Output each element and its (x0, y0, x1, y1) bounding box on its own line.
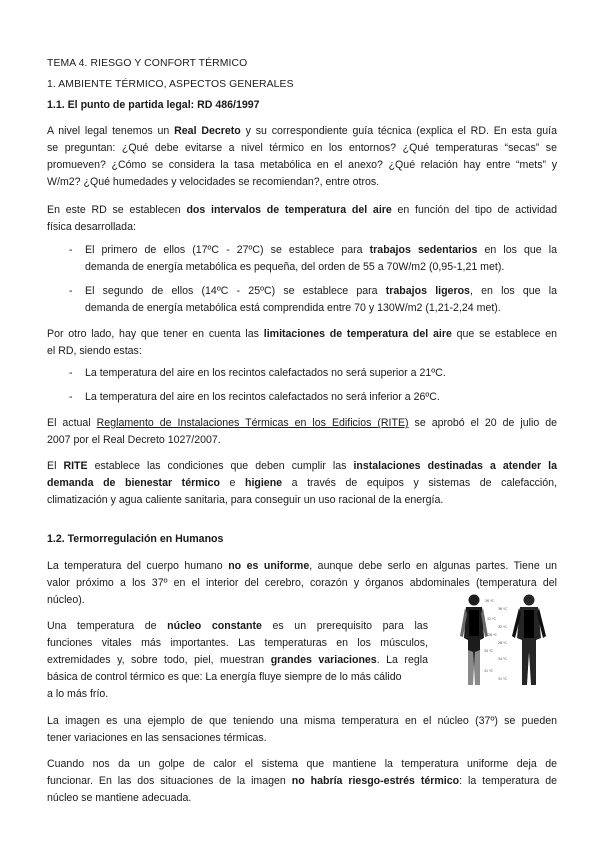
paragraph-line: se preguntan: ¿Qué debe evitarse a nivel térmico en los entornos? ¿Qué temperaturas “secas” se (47, 142, 557, 154)
paragraph-line: El RITE establece las condiciones que deben cumplir las instalaciones destinadas a atender la (47, 460, 558, 472)
bullet-line: La temperatura del aire en los recintos calefactados no será inferior a 26ºC. (85, 391, 440, 403)
paragraph-line: núcleo). (47, 594, 85, 606)
paragraph-line: núcleo se mantiene adecuada. (47, 792, 192, 804)
bullet-dash: - (69, 244, 73, 256)
paragraph-line: extremidades y, sobre todo, piel, muestran grandes variaciones. La regla (47, 654, 428, 666)
rite-link: Reglamento de Instalaciones Térmicas en los Edificios (RITE) (96, 417, 409, 429)
paragraph-line: W/m2? ¿Qué humedades y velocidades se recomiendan?, entre otros. (47, 176, 380, 188)
subsection-1-1-title: 1.1. El punto de partida legal: RD 486/1997 (47, 99, 260, 111)
paragraph-line: básica de control térmico es que: La energía fluye siempre de lo más cálido (47, 671, 402, 683)
body-temperature-figure (444, 590, 564, 690)
temp-label: 32 ºC (487, 617, 496, 621)
bullet-line: La temperatura del aire en los recintos calefactados no será superior a 21ºC. (85, 367, 446, 379)
temp-label: 28 ºC (488, 633, 497, 637)
paragraph-line: Una temperatura de núcleo constante es un prerequisito para las (47, 620, 428, 632)
temp-label: 31 ºC (498, 677, 507, 681)
paragraph-line: el RD, siendo estas: (47, 345, 142, 357)
paragraph-line: En este RD se establecen dos intervalos de temperatura del aire en función del tipo de actividad (47, 204, 557, 216)
temp-label: 34 ºC (484, 649, 493, 653)
paragraph-line: demanda de bienestar térmico e higiene a través de equipos y sistemas de calefacción, (47, 477, 558, 489)
temp-label: 34 ºC (498, 657, 507, 661)
bullet-dash: - (69, 285, 73, 297)
temp-label: 36 ºC (498, 607, 507, 611)
bullet-dash: - (69, 391, 73, 403)
subsection-1-2-title: 1.2. Termorregulación en Humanos (47, 533, 224, 545)
bullet-line: demanda de energía metabólica es pequeña, del orden de 55 a 70W/m2 (0,95-1,21 met). (85, 261, 505, 273)
paragraph-line: El actual Reglamento de Instalaciones Térmicas en los Edificios (RITE) se aprobó el 20 de julio de (47, 417, 558, 429)
paragraph-line: funcionar. En las dos situaciones de la imagen no habría riesgo-estrés térmico: la temperatura de (47, 775, 557, 787)
paragraph-line: tener variaciones en las sensaciones térmicas. (47, 732, 267, 744)
paragraph-line: Cuando nos da un golpe de calor el sistema que mantiene la temperatura uniforme deja de (47, 758, 557, 770)
temp-label: 31 ºC (484, 669, 493, 673)
bullet-dash: - (69, 367, 73, 379)
paragraph-line: física desarrollada: (47, 221, 136, 233)
temp-label: 36 ºC (485, 599, 494, 603)
tema-title: TEMA 4. RIESGO Y CONFORT TÉRMICO (47, 58, 248, 69)
paragraph-line: promueven? ¿Cómo se considera la tasa metabólica en el anexo? ¿Qué relación hay entre “mets” y (47, 159, 557, 171)
temp-label: 28 ºC (498, 641, 507, 645)
paragraph-line: a lo más frío. (47, 688, 109, 700)
paragraph-line: La temperatura del cuerpo humano no es uniforme, aunque debe serlo en algunas partes. Tiene un (47, 560, 557, 572)
paragraph-line: Por otro lado, hay que tener en cuenta las limitaciones de temperatura del aire que se establece en (47, 328, 557, 340)
bullet-line: El primero de ellos (17ºC - 27ºC) se establece para trabajos sedentarios en los que la (85, 244, 557, 256)
bullet-line: demanda de energía metabólica está comprendida entre 70 y 130W/m2 (1,21-2,24 met). (85, 302, 501, 314)
paragraph-line: valor próximo a los 37º en el interior del cerebro, corazón y órganos abdominales (temperatura del (47, 577, 557, 589)
body-silhouette-right (512, 595, 546, 686)
temp-label: 32 ºC (498, 625, 507, 629)
paragraph-line: climatización y agua caliente sanitaria, para conseguir un uso racional de la energía. (47, 494, 444, 506)
bullet-line: El segundo de ellos (14ºC - 25ºC) se establece para trabajos ligeros, en los que la (85, 285, 558, 297)
paragraph-line: A nivel legal tenemos un Real Decreto y su correspondiente guía técnica (explica el RD. En esta guía (47, 125, 557, 137)
paragraph-line: La imagen es una ejemplo de que teniendo una misma temperatura en el núcleo (37º) se pueden (47, 715, 557, 727)
section-1-title: 1. AMBIENTE TÉRMICO, ASPECTOS GENERALES (47, 79, 294, 90)
paragraph-line: 2007 por el Real Decreto 1027/2007. (47, 434, 221, 446)
paragraph-line: funciones vitales más importantes. Las temperaturas en los músculos, (47, 637, 428, 649)
